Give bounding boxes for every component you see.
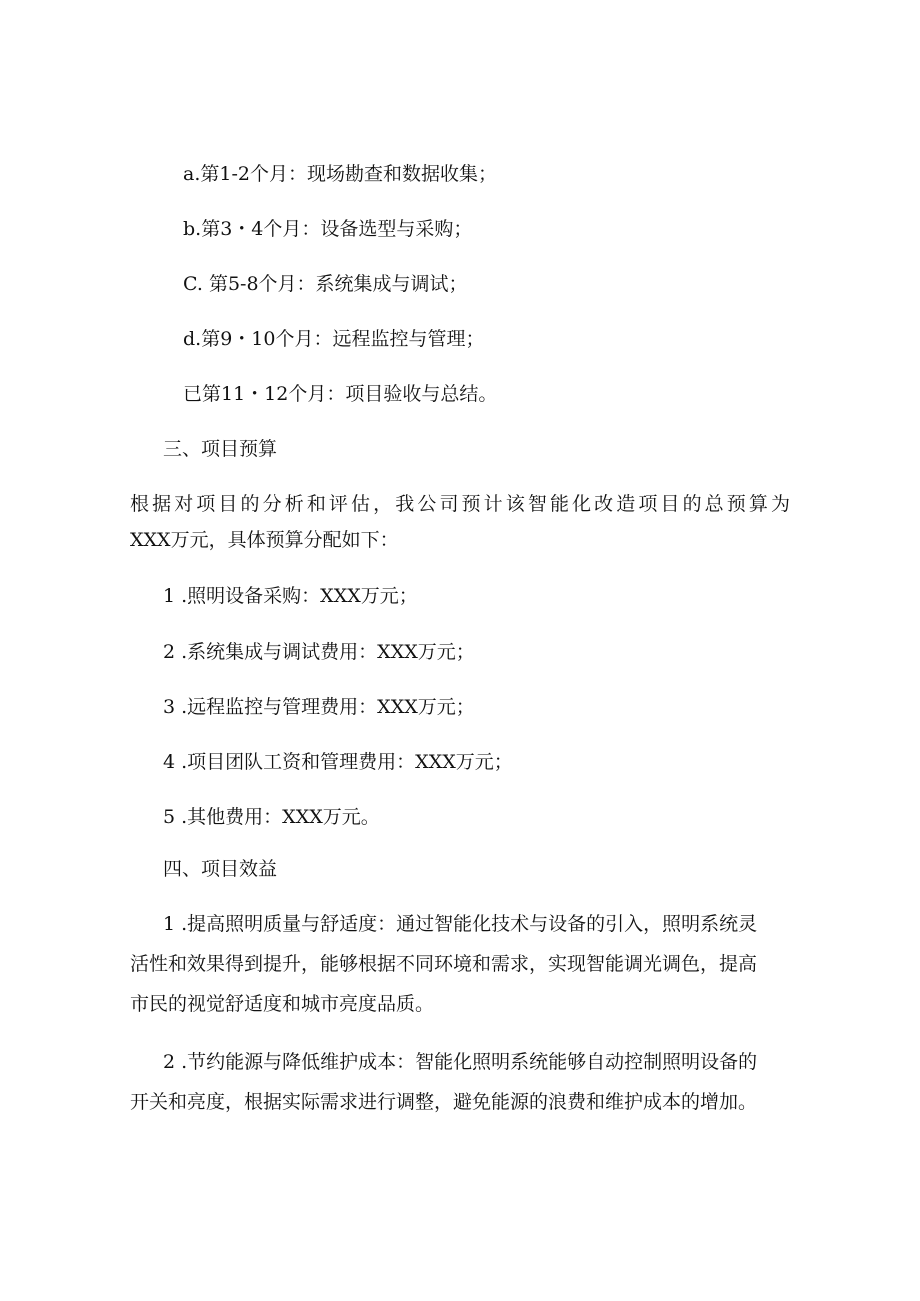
schedule-item: d.第9・10个月：远程监控与管理；: [183, 328, 485, 350]
paragraph-line: 1 .提高照明质量与舒适度：通过智能化技术与设备的引入，照明系统灵: [163, 913, 758, 935]
schedule-item: 已第11・12个月：项目验收与总结。: [183, 383, 498, 405]
budget-item: 4 .项目团队工资和管理费用：XXX万元；: [163, 751, 513, 773]
schedule-item: a.第1-2个月：现场勘查和数据收集；: [183, 163, 497, 185]
budget-item: 3 .远程监控与管理费用：XXX万元；: [163, 696, 475, 718]
schedule-item: b.第3・4个月：设备选型与采购；: [183, 218, 473, 240]
paragraph-line: 2 .节约能源与降低维护成本：智能化照明系统能够自动控制照明设备的: [163, 1051, 758, 1073]
budget-item: 1 .照明设备采购：XXX万元；: [163, 585, 418, 607]
paragraph-line: XXX万元，具体预算分配如下：: [130, 529, 399, 551]
section-heading: 四、项目效益: [163, 858, 278, 880]
paragraph-line: 根据对项目的分析和评估，我公司预计该智能化改造项目的总预算为: [130, 493, 790, 515]
budget-item: 5 .其他费用：XXX万元。: [163, 806, 380, 828]
section-heading: 三、项目预算: [163, 438, 278, 460]
paragraph-line: 活性和效果得到提升，能够根据不同环境和需求，实现智能调光调色，提高: [130, 953, 758, 975]
paragraph-line: 开关和亮度，根据实际需求进行调整，避免能源的浪费和维护成本的增加。: [130, 1091, 758, 1113]
schedule-item: C. 第5-8个月：系统集成与调试；: [183, 273, 468, 295]
budget-item: 2 .系统集成与调试费用：XXX万元；: [163, 641, 475, 663]
paragraph-line: 市民的视觉舒适度和城市亮度品质。: [130, 993, 435, 1015]
